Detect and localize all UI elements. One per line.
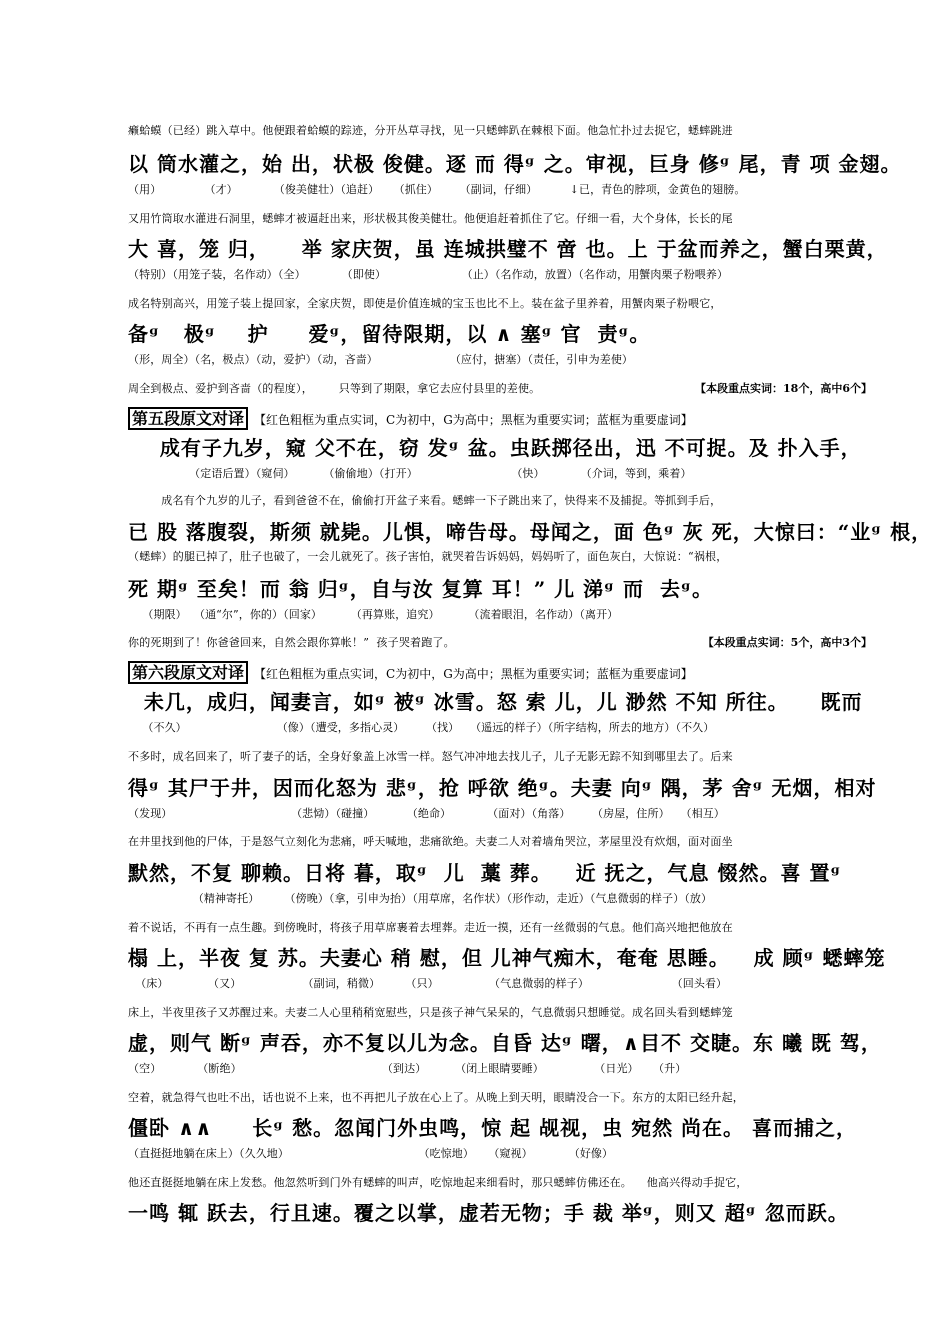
original-text-line: 虚，则气 断ᶢ 声吞，亦不复以儿为念。自昏 达ᶢ 曙，∧目不 交睫。东 曦 既 驾， [128, 1031, 882, 1055]
translation-line: 癞蛤蟆（已经）跳入草中。他便跟着蛤蟆的踪迹，分开丛草寻找，见一只蟋蟀趴在棘根下面。他急忙扑过去捉它，蟋蟀跳进 [128, 124, 733, 137]
translation-line: 他还直挺挺地躺在床上发愁。他忽然听到门外有蟋蟀的叫声，吃惊地起来细看时，那只蟋蟀仿佛还在。 他高兴得动手捉它， [128, 1176, 748, 1189]
translation-line: 空着，就急得气也吐不出，话也说不上来，也不再把儿子放在心上了。从晚上到天明，眼睛没合一下。东方的太阳已经升起， [128, 1091, 744, 1104]
section-summary-note: 【本段重点实词：5个，高中3个】 [702, 636, 872, 649]
translation-line: （蟋蟀）的腿已掉了，肚子也破了，一会儿就死了。孩子害怕，就哭着告诉妈妈，妈妈听了，面色灰白，大惊说：“祸根， [128, 550, 728, 563]
section-header [128, 660, 693, 683]
original-text-line: 大 喜，笼 归， 举 家庆贺，虽 连城拱璧不 啻 也。上 于盆而养之，蟹白栗黄， [128, 237, 888, 261]
gloss-line: （不久） （像）（遭受，多指心灵） （找） （遥远的样子）（所字结构，所去的地方）（不久） [128, 721, 715, 734]
gloss-line: （直挺挺地躺在床上）（久久地） （吃惊地） （窥视） （好像） [128, 1147, 614, 1160]
original-text-line: 成有子九岁，窥 父不在，窃 发ᶢ 盆。虫跃掷径出，迅 不可捉。及 扑入手， [128, 436, 862, 460]
section-header [128, 406, 693, 429]
section-title: 第五段原文对译 [128, 407, 248, 430]
translation-line: 成名有个九岁的儿子，看到爸爸不在，偷偷打开盆子来看。蟋蟀一下子跳出来了，快得来不及捕捉。等抓到手后， [128, 494, 722, 507]
gloss-line: （床） （又） （副词，稍微） （只） （气息微弱的样子） （回头看） [128, 977, 728, 990]
original-text-line: 已 股 落腹裂，斯须 就毙。儿惧，啼告母。母闻之，面 色ᶢ 灰 死，大惊曰：“业ᶢ 根， [128, 520, 933, 544]
original-text-line: 死 期ᶢ 至矣！而 翁 归ᶢ，自与汝 复算 耳！” 儿 涕ᶢ 而 去ᶢ。 [128, 577, 713, 601]
translation-line: 不多时，成名回来了，听了妻子的话，全身好象盖上冰雪一样。怒气冲冲地去找儿子，儿子无影无踪不知到哪里去了。后来 [128, 750, 733, 763]
gloss-line: （形，周全）（名，极点）（动，爱护）（动，吝啬） （应付，搪塞）（责任，引申为差使） [128, 353, 634, 366]
gloss-line: （期限） （通“尔”，你的）（回家） （再算账，追究） （流着眼泪，名作动）（离开） [128, 608, 619, 621]
gloss-line: （特别）（用笼子装，名作动）（全） （即使） （止）（名作动，放置）（名作动，用蟹肉栗子粉喂养） [128, 268, 729, 281]
section-legend: 【红色粗框为重点实词，C为初中，G为高中；黑框为重要实词；蓝框为重要虚词】 [254, 413, 693, 427]
gloss-line: （发现） （悲恸）（碰撞） （绝命） （面对）（角落） （房屋，住所） （相互） [128, 807, 725, 820]
translation-line: 成名特别高兴，用笼子装上提回家，全家庆贺，即使是价值连城的宝玉也比不上。装在盆子里养着，用蟹肉栗子粉喂它， [128, 297, 722, 310]
translation-line: 周全到极点、爱护到吝啬（的程度）， 只等到了期限，拿它去应付县里的差使。 [128, 382, 541, 395]
original-text-line: 备ᶢ 极ᶢ 护 爱ᶢ，留待限期，以 ∧ 塞ᶢ 官 责ᶢ。 [128, 322, 651, 346]
gloss-line: （定语后置）（窥伺） （偷偷地）（打开） （快） （介词，等到，乘着） [128, 467, 692, 480]
original-text-line: 一鸣 辄 跃去，行且速。覆之以掌，虚若无物；手 裁 举ᶢ，则又 超ᶢ 忽而跃。 [128, 1201, 849, 1225]
original-text-line: 得ᶢ 其尸于井，因而化怒为 悲ᶢ，抢 呼欲 绝ᶢ。夫妻 向ᶢ 隅，茅 舍ᶢ 无烟，相对 [128, 776, 877, 800]
gloss-line: （精神寄托） （傍晚）（拿，引申为抬）（用草席，名作状）（形作动，走近）（气息微弱的样子）（放） [128, 892, 713, 905]
original-text-line: 未几，成归，闻妻言，如ᶢ 被ᶢ 冰雪。怒 索 儿，儿 渺然 不知 所往。 既而 [128, 690, 863, 714]
translation-line: 又用竹筒取水灌进石洞里，蟋蟀才被逼赶出来，形状极其俊美健壮。他便追赶着抓住了它。仔细一看，大个身体，长长的尾 [128, 212, 733, 225]
original-text-line: 以 筒水灌之，始 出，状极 俊健。逐 而 得ᶢ 之。审视，巨身 修ᶢ 尾，青 项 金翅。 [128, 152, 902, 176]
translation-line: 在井里找到他的尸体，于是怒气立刻化为悲痛，呼天喊地，悲痛欲绝。夫妻二人对着墙角哭泣，茅屋里没有炊烟，面对面坐 [128, 835, 733, 848]
section-legend: 【红色粗框为重点实词，C为初中，G为高中；黑框为重要实词；蓝框为重要虚词】 [254, 667, 693, 681]
original-text-line: 榻 上，半夜 复 苏。夫妻心 稍 慰，但 儿神气痴木，奄奄 思睡。 成 顾ᶢ 蟋蟀笼 [128, 946, 886, 970]
section-title: 第六段原文对译 [128, 661, 248, 684]
gloss-line: （空） （断绝） （到达） （闭上眼睛要睡） （日光） （升） [128, 1062, 687, 1075]
section-summary-note: 【本段重点实词：18个，高中6个】 [695, 382, 872, 395]
original-text-line: 默然，不复 聊赖。日将 暮，取ᶢ 儿 藁 葬。 近 抚之，气息 惙然。喜 置ᶢ [128, 861, 842, 885]
translation-line: 着不说话，不再有一点生趣。到傍晚时，将孩子用草席裹着去埋葬。走近一摸，还有一丝微弱的气息。他们高兴地把他放在 [128, 921, 733, 934]
original-text-line: 僵卧 ∧∧ 长ᶢ 愁。忽闻门外虫鸣，惊 起 觇视，虫 宛然 尚在。 喜而捕之， [128, 1116, 857, 1140]
translation-line: 你的死期到了！你爸爸回来，自然会跟你算帐！” 孩子哭着跑了。 [128, 636, 455, 649]
gloss-line: （用） （才） （俊美健壮）（追赶） （抓住） （副词，仔细） ↓已，青色的脖项，金黄色的翅膀。 [128, 183, 746, 196]
translation-line: 床上，半夜里孩子又苏醒过来。夫妻二人心里稍稍宽慰些，只是孩子神气呆呆的，气息微弱只想睡觉。成名回头看到蟋蟀笼 [128, 1006, 733, 1019]
